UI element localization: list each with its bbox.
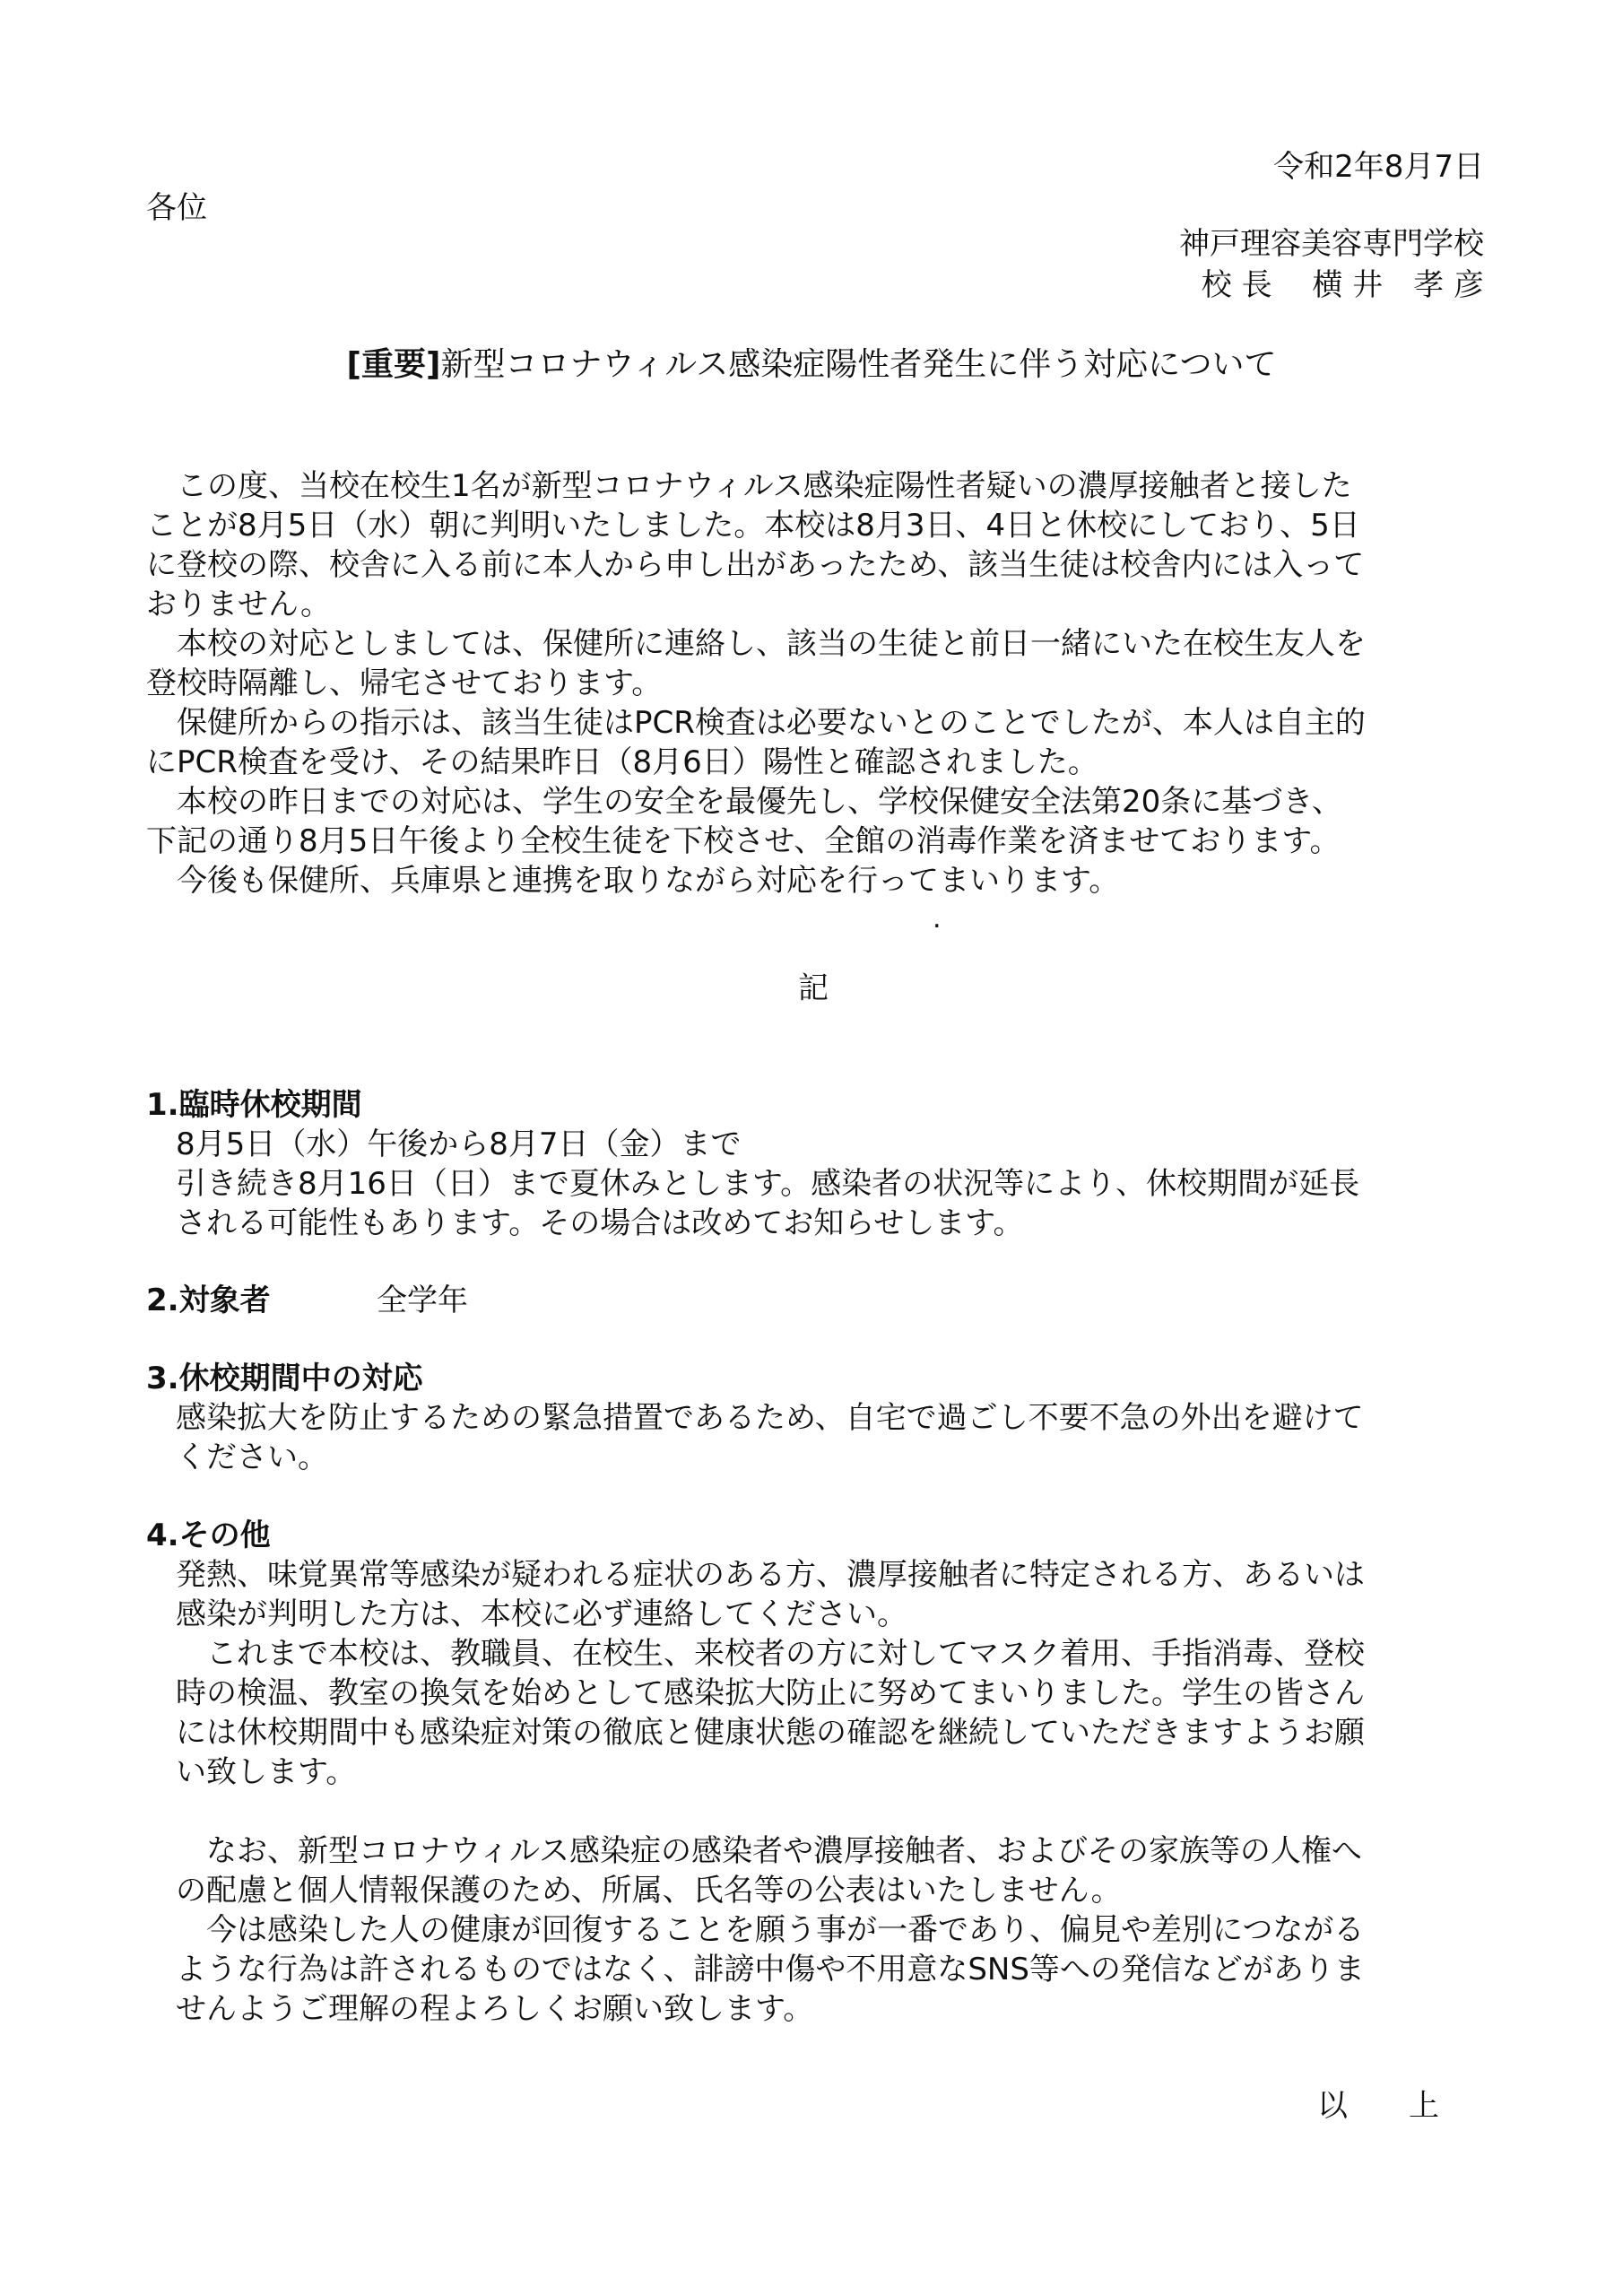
section-2-value: 全学年	[377, 1283, 468, 1318]
ki-mark: 記	[798, 970, 829, 1006]
section-3-body	[176, 1398, 1494, 1477]
intro-line: 今後も保健所、兵庫県と連携を取りながら対応を行ってまいります。	[146, 863, 1120, 899]
section-1-body	[176, 1125, 1494, 1243]
separator-dot: .	[933, 903, 942, 935]
section-1-line: 引き続き8月16日（日）まで夏休みとします。感染者の状況等により、休校期間が延長	[176, 1166, 1360, 1202]
section-3-line: ください。	[176, 1439, 328, 1475]
section-4-line: 感染が判明した方は、本校に必ず連絡してください。	[176, 1596, 907, 1632]
intro-line: にPCR検査を受け、その結果昨日（8月6日）陽性と確認されました。	[146, 744, 1098, 780]
closing-body	[176, 1831, 1494, 2029]
section-3-heading: 3.休校期間中の対応	[146, 1361, 423, 1396]
intro-line: 登校時隔離し、帰宅させております。	[146, 665, 663, 701]
title-importance-tag: [重要]	[346, 346, 441, 383]
section-1-line: される可能性もあります。その場合は改めてお知らせします。	[176, 1205, 1024, 1241]
addressee: 各位	[146, 190, 207, 226]
intro-line: 保健所からの指示は、該当生徒はPCR検査は必要ないとのことでしたが、本人は自主的	[146, 705, 1366, 741]
end-mark: 以 上	[1317, 2088, 1439, 2124]
title-text: 新型コロナウィルス感染症陽性者発生に伴う対応について	[440, 346, 1277, 383]
section-4-body	[176, 1555, 1494, 1792]
section-4-heading: 4.その他	[146, 1518, 271, 1553]
section-4-line: 時の検温、教室の換気を始めとして感染拡大防止に努めてまいりました。学生の皆さん	[176, 1675, 1365, 1711]
intro-line: に登校の際、校舎に入る前に本人から申し出があったため、該当生徒は校舎内には入って	[146, 547, 1365, 583]
closing-line: せんようご理解の程よろしくお願い致します。	[176, 1991, 814, 2027]
sender-name: 校 長 横 井 孝 彦	[1201, 267, 1484, 303]
section-4-line: これまで本校は、教職員、在校生、来校者の方に対してマスク着用、手指消毒、登校	[176, 1636, 1365, 1672]
section-4-line: い致します。	[176, 1754, 357, 1790]
section-4-line: には休校期間中も感染症対策の徹底と健康状態の確認を継続していただきますようお願	[176, 1715, 1365, 1751]
intro-line: 本校の昨日までの対応は、学生の安全を最優先し、学校保健安全法第20条に基づき、	[146, 784, 1342, 820]
sender-organization: 神戸理容美容専門学校	[1179, 226, 1484, 262]
document-title	[0, 344, 1623, 386]
closing-line: の配慮と個人情報保護のため、所属、氏名等の公表はいたしません。	[176, 1873, 1122, 1909]
closing-line: なお、新型コロナウィルス感染症の感染者や濃厚接触者、およびその家族等の人権へ	[176, 1833, 1362, 1869]
intro-line: ことが8月5日（水）朝に判明いたしました。本校は8月3日、4日と休校にしており、5日	[146, 508, 1360, 544]
closing-line: ような行為は許されるものではなく、誹謗中傷や不用意なSNS等への発信などがありま	[176, 1952, 1365, 1987]
intro-line: 本校の対応としましては、保健所に連絡し、該当の生徒と前日一緒にいた在校生友人を	[146, 626, 1366, 662]
intro-line: 下記の通り8月5日午後より全校生徒を下校させ、全館の消毒作業を済ませております。	[146, 823, 1341, 859]
document-date: 令和2年8月7日	[1273, 149, 1484, 185]
intro-line: この度、当校在校生1名が新型コロナウィルス感染症陽性者疑いの濃厚接触者と接した	[146, 468, 1352, 504]
section-2-heading: 2.対象者	[146, 1283, 271, 1318]
section-3-line: 感染拡大を防止するための緊急措置であるため、自宅で過ごし不要不急の外出を避けて	[176, 1400, 1364, 1436]
intro-body	[146, 466, 1491, 900]
intro-line: おりません。	[146, 587, 332, 622]
section-4-line: 発熱、味覚異常等感染が疑われる症状のある方、濃厚接触者に特定される方、あるいは	[176, 1557, 1365, 1593]
section-1-heading: 1.臨時休校期間	[146, 1087, 362, 1123]
closing-line: 今は感染した人の健康が回復することを願う事が一番であり、偏見や差別につながる	[176, 1912, 1365, 1948]
section-1-line: 8月5日（水）午後から8月7日（金）まで	[176, 1126, 742, 1162]
